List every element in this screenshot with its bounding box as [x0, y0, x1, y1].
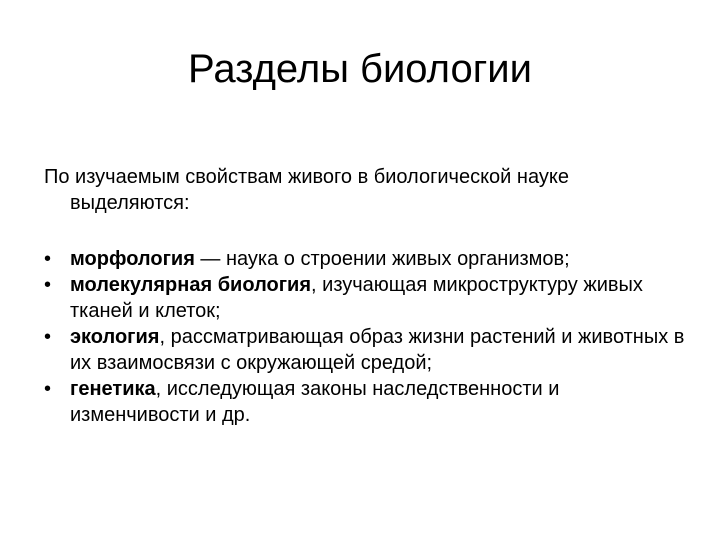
description-molecular-biology: , изучающая микроструктуру живых тканей и клеток; [70, 274, 643, 322]
bullet-icon: • [44, 326, 52, 348]
list-item-ecology [44, 324, 694, 376]
bullet-icon: • [44, 274, 52, 296]
bullet-icon: • [44, 378, 52, 400]
term-morphology: морфология [70, 248, 195, 270]
intro-paragraph: По изучаемым свойствам живого в биологической науке выделяются: [44, 166, 569, 214]
term-ecology: экология [70, 326, 160, 348]
term-genetics: генетика [70, 378, 156, 400]
list-item-morphology [44, 246, 694, 272]
bullet-list [44, 246, 694, 428]
list-item-genetics [44, 376, 694, 428]
term-molecular-biology: молекулярная биология [70, 274, 312, 296]
bullet-icon: • [44, 248, 52, 270]
list-item-molecular-biology [44, 272, 694, 324]
description-morphology: — наука о строении живых организмов; [194, 248, 570, 270]
description-ecology: , рассматривающая образ жизни растений и животных в их взаимосвязи с окружающей средой; [70, 326, 685, 374]
slide-body [44, 164, 694, 428]
slide-title: Разделы биологии [187, 47, 532, 91]
description-genetics: , исследующая законы наследственности и изменчивости и др. [70, 378, 560, 426]
